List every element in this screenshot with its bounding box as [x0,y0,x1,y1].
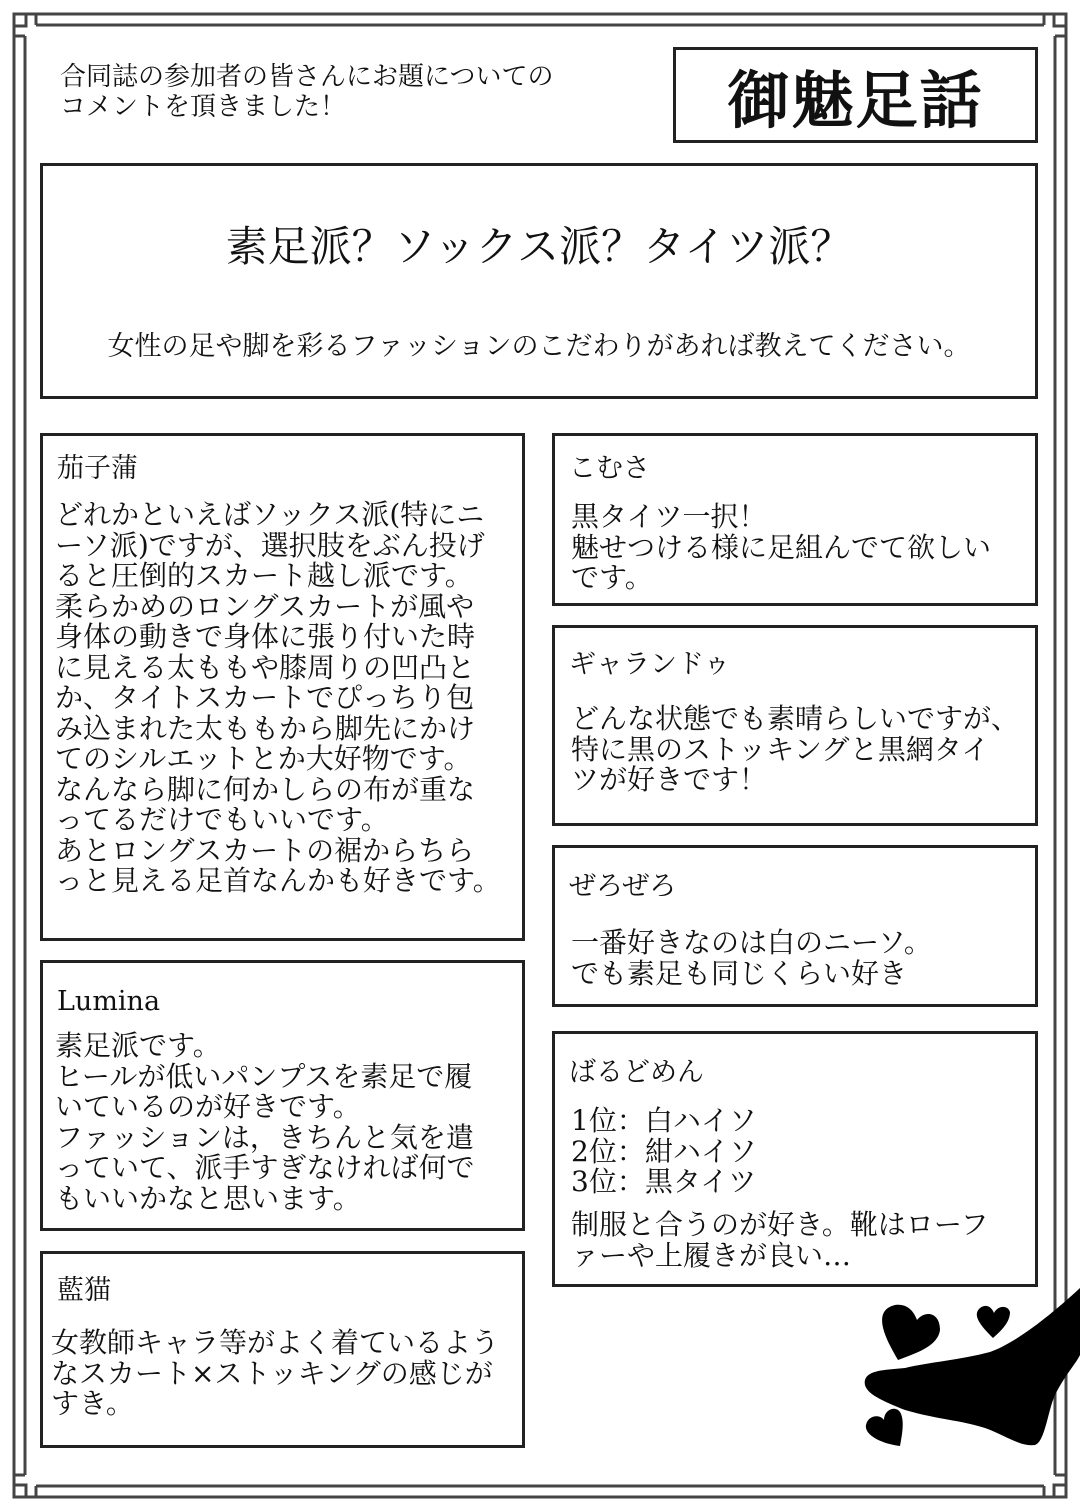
heart-icon [977,1306,1010,1338]
comment-text: 女教師キャラ等がよく着ているよう なスカート×ストッキングの感じが すき。 [51,1326,500,1420]
heart-icon [882,1305,940,1360]
comment-text: 素足派です。 ヒールが低いパンプスを素足で履 いているのが好きです。 ファッションは，きちんと気を遣 っていて、派手すぎなければ何で もいいかなと思います。 [55,1029,475,1215]
comment-text: 黒タイツ一択！ 魅せつける様に足組んでて欲しい です。 [571,500,992,594]
comment-text: どれかといえばソックス派(特にニ ーソ派)ですが、選択肢をぶん投げ ると圧倒的スカート越し派です。 柔らかめのロングスカートが風や 身体の動きで身体に張り付いた時 に見える太ももや膝周りの凹凸と か、タイトスカートでぴっちり包 み込まれた太ももから脚先にかけ てのシルエットとか大好物です。 なんなら脚に何かしらの布が重な ってるだけでもいいです。 あとロングスカートの裾からちら っと見える足首なんかも好きです。 [55,498,501,897]
question-title: 素足派？ソックス派？タイツ派？ [225,222,853,271]
comment-text: 一番好きなのは白のニーソ。 でも素足も同じくらい好き [571,926,932,990]
commenter-name: ギャランドゥ [569,649,731,680]
heart-icon [866,1409,903,1446]
commenter-name: 茄子蒲 [57,453,138,484]
comment-text: 制服と合うのが好き。靴はローフ ァーや上履きが良い… [571,1208,989,1272]
title-text: 御魅足話 [727,63,984,137]
commenter-name: Lumina [57,986,161,1017]
question-subtitle: 女性の足や脚を彩るファッションのこだわりがあれば教えてください。 [107,331,971,362]
intro-text: 合同誌の参加者の皆さんにお題についての コメントを頂きました！ [60,62,554,122]
commenter-name: こむさ [569,453,650,484]
commenter-name: 藍猫 [57,1275,111,1306]
commenter-name: ばるどめん [569,1057,704,1088]
ranking-list: 1位：白ハイソ 2位：紺ハイソ 3位：黒タイツ [571,1104,757,1198]
comment-text: どんな状態でも素晴らしいですが、 特に黒のストッキングと黒網タイ ツが好きです！ [571,702,1020,796]
commenter-name: ぜろぜろ [569,871,677,902]
